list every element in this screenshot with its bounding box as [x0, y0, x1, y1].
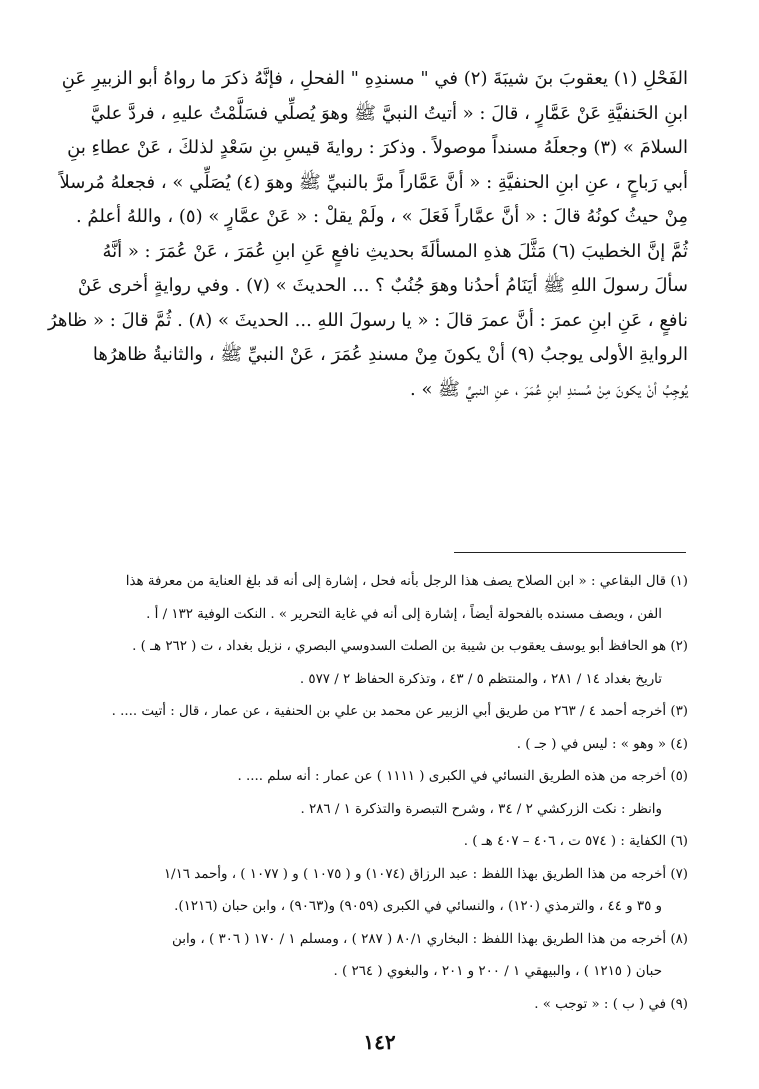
- text-line: السلامَ » (٣) وجعلَهُ مسنداً موصولاً . وذكرَ : روايةَ قيسِ بنِ سَعْدٍ لذلكَ ، عَنْ عطاءِ بنِ: [67, 137, 688, 158]
- footnote: (٤) « وهو » : ليس في ( جـ ) .: [516, 736, 688, 752]
- text-line: ابنِ الحَنفيَّةِ عَنْ عَمَّارٍ ، قالَ : « أتيتُ النبيَّ ﷺ وهوَ يُصلِّي فسَلَّمْتُ عليهِ ، فردَّ عليَّ: [90, 102, 688, 124]
- footnote: (٧) أخرجه من هذا الطريق بهذا اللفظ : عبد الرزاق (١٠٧٤) و ( ١٠٧٥ ) و ( ١٠٧٧ ) ، وأحمد ١/١٦: [163, 866, 688, 882]
- footnote: (٨) أخرجه من هذا الطريق بهذا اللفظ : البخاري ٨٠/١ ( ٢٨٧ ) ، ومسلم ١ / ١٧٠ ( ٣٠٦ ) ، وابن: [172, 931, 688, 947]
- footnote: (١) قال البقاعي : « ابن الصلاح يصف هذا الرجل بأنه فحل ، إشارة إلى أنه قد بلغ العناية من معرفة هذا: [125, 574, 688, 589]
- footnote-continuation: تاريخ بغداد ١٤ / ٢٨١ ، والمنتظم ٥ / ٤٣ ، وتذكرة الحفاظ ٢ / ٥٧٧ .: [299, 671, 662, 687]
- footnote-continuation: حبان ( ١٢١٥ ) ، والبيهقي ١ / ٢٠٠ و ٢٠١ ، والبغوي ( ٢٦٤ ) .: [333, 964, 662, 979]
- footnotes: [76, 566, 688, 1021]
- footnote: (٩) في ( ب ) : « توجب » .: [534, 996, 688, 1012]
- text-line: سألَ رسولَ اللهِ ﷺ أيَنَامُ أحدُنا وهوَ جُنُبٌ ؟ ... الحديثَ » (٧) . وفي روايةٍ أخرى عَنْ: [77, 275, 688, 296]
- footnote-continuation: الفن ، ويصف مسنده بالفحولة أيضاً ، إشارة إلى أنه في غاية التحرير » . النكت الوفية ١٣٢ / أ .: [146, 606, 662, 622]
- footnote: (٢) هو الحافظ أبو يوسف يعقوب بن شيبة بن الصلت السدوسي البصري ، نزيل بغداد ، ت ( ٢٦٢ هـ ) .: [132, 639, 688, 654]
- footnote: (٦) الكفاية : ( ٥٧٤ ت ، ٤٠٦ – ٤٠٧ هـ ) .: [463, 834, 688, 849]
- text-line: يُوجِبُ أنْ يكونَ مِنْ مُسندِ ابنِ عُمَرَ ، عنِ النبيِّ ﷺ » .: [410, 378, 688, 400]
- text-line: ثُمَّ إنَّ الخطيبَ (٦) مَثَّلَ هذهِ المسألَةَ بحديثِ نافعٍ عَنِ ابنِ عُمَرَ ، عَنْ عُمَرَ : « أنَّهُ: [102, 240, 688, 262]
- text-line: الفَحْلِ (١) يعقوبَ بنَ شيبَةَ (٢) في " مسندِهِ " الفحلِ ، فإنَّهُ ذكرَ ما رواهُ أبو الزبيرِ عَنِ: [61, 68, 688, 89]
- footnote: (٣) أخرجه أحمد ٤ / ٢٦٣ من طريق أبي الزبير عن محمد بن علي بن الحنفية ، عن عمار ، قال : أتيت .... .: [111, 704, 688, 719]
- text-line: الروايةِ الأولى يوجبُ (٩) أنْ يكونَ مِنْ مسندِ عُمَرَ ، عَنْ النبيِّ ﷺ ، والثانيةُ ظاهرُها: [92, 344, 688, 365]
- text-line: نافعٍ ، عَنِ ابنِ عمرَ : أنَّ عمرَ قالَ : « يا رسولَ اللهِ ... الحديثَ » (٨) . ثُمَّ قالَ : « ظاهرُ: [48, 309, 688, 331]
- footnote-continuation: وانظر : نكت الزركشي ٢ / ٣٤ ، وشرح التبصرة والتذكرة ١ / ٢٨٦ .: [300, 801, 662, 817]
- page-number: ١٤٢: [363, 1030, 396, 1054]
- main-text: [48, 62, 688, 407]
- footnote: (٥) أخرجه من هذه الطريق النسائي في الكبرى ( ١١١١ ) عن عمار : أنه سلم .... .: [237, 769, 688, 784]
- text-line: أبي رَباحٍ ، عنِ ابنِ الحنفيَّةِ : « أنَّ عَمَّاراً مرَّ بالنبيِّ ﷺ وهوَ (٤) يُصَلِّي » ، فجعلهُ مُرسلاً: [59, 171, 688, 193]
- footnote-divider: [454, 552, 686, 553]
- text-line: مِنْ حيثُ كونُهُ قالَ : « أنَّ عمَّاراً فَعَلَ » ، ولَمْ يقلْ : « عَنْ عمَّارٍ » (٥) ، واللهُ أعلمُ .: [75, 206, 688, 227]
- footnote-continuation: و ٣٥ و ٤٤ ، والترمذي (١٢٠) ، والنسائي في الكبرى (٩٠٥٩) و(٩٠٦٣) ، وابن حبان (١٢١٦).: [174, 899, 662, 914]
